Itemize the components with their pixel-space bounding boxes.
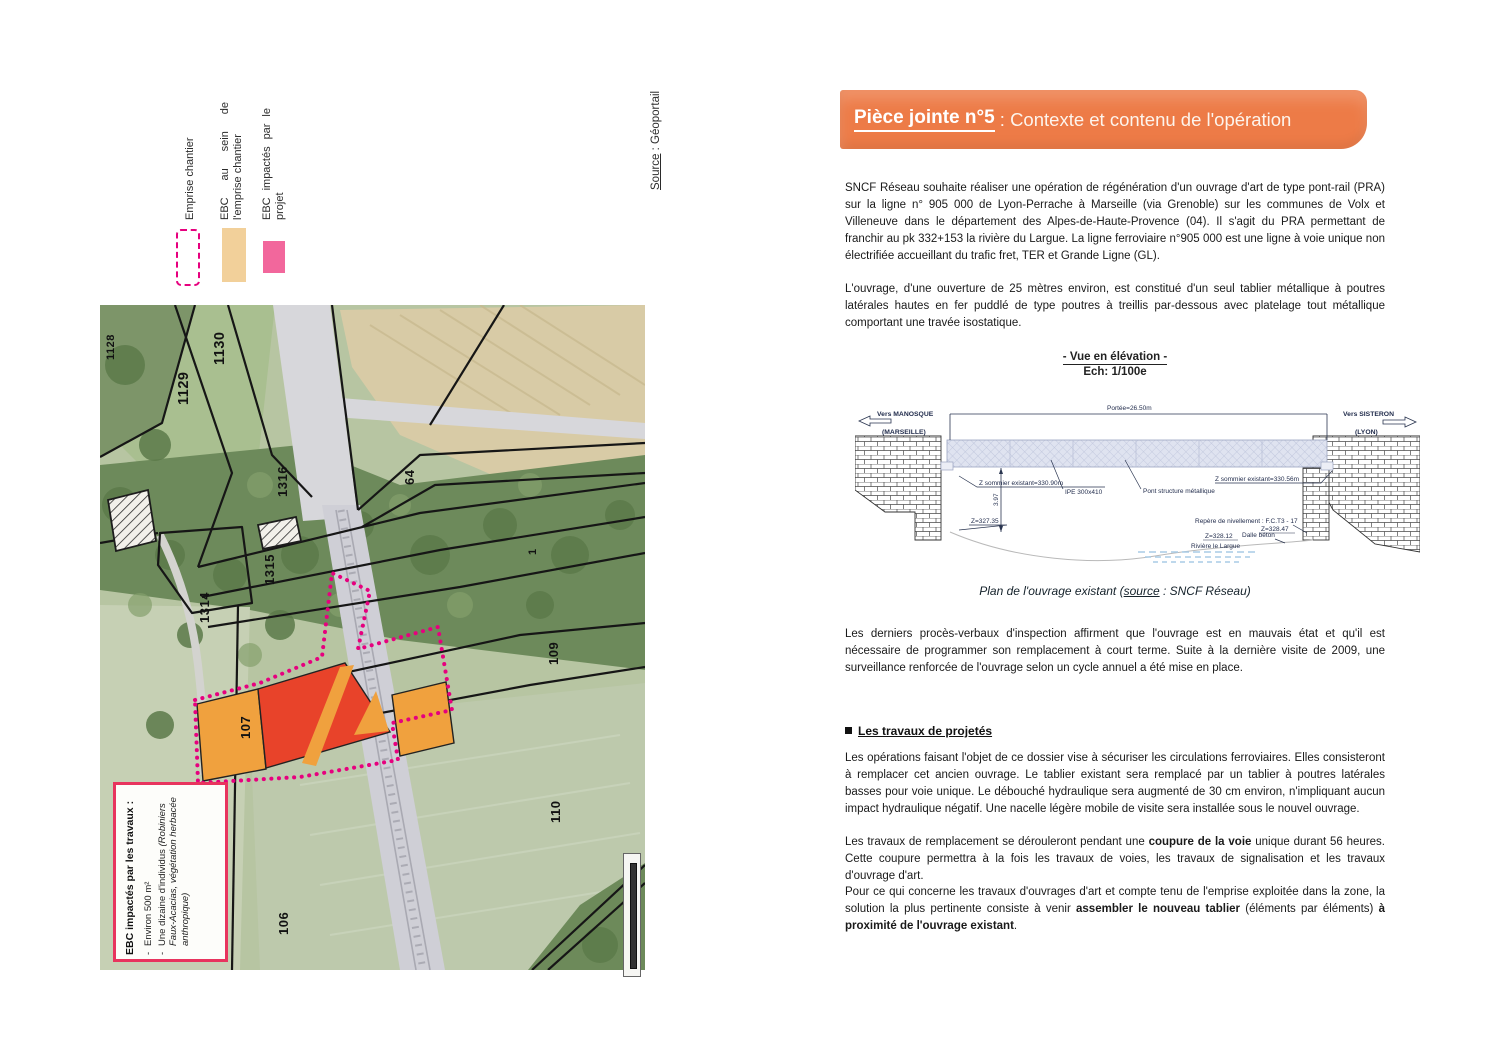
dir-sisteron: Vers SISTERON — [1343, 411, 1394, 418]
parcel-64: 64 — [402, 469, 417, 485]
z-32847-label: Z=328.47 — [1261, 526, 1289, 533]
dim-height-label: 3.97 — [993, 493, 1000, 506]
legend-label-ebc-impactes: EBC impactés par le projet — [261, 108, 286, 220]
paragraph-ouvrage: L'ouvrage, d'une ouverture de 25 mètres environ, est constitué d'un seul tablier métallique à poutres latérales hautes en fer puddlé de type poutres à treillis par-dessous avec platelage tout métallique comportant une travée isostatique. — [845, 283, 1385, 329]
river-hatch — [1138, 552, 1255, 562]
map-figure — [0, 0, 740, 1060]
section-heading-travaux: Les travaux de projetés — [845, 724, 992, 738]
source-word: Source — [650, 153, 662, 190]
legend-swatch-ebc-emprise — [222, 228, 246, 282]
parcel-1315: 1315 — [262, 554, 277, 585]
legend-label-ebc-emprise: EBC au sein de l'emprise chantier — [219, 102, 244, 220]
paragraph-intro: SNCF Réseau souhaite réaliser une opération de régénération d'un ouvrage d'art de type pont-rail (PRA) sur la ligne n° 905 000 de Lyon-Perrache à Marseille (via Grenoble) sur les communes de Volx et Villeneuve dans le département des Alpes-de-Haute-Provence (04). Il s'agit du PRA permettant de franchir au pk 332+153 la rivière du Largue. La ligne ferroviaire n°905 000 est une ligne à voie unique non électrifiée accueillant du trafic fret, TER et Grande Ligne (GL). — [845, 182, 1385, 262]
ebc-infobox — [113, 782, 228, 962]
bullet-dash: - — [156, 951, 168, 955]
legend-swatch-ebc-impactes — [263, 241, 285, 273]
banner-title-rest: : Contexte et contenu de l'opération — [994, 108, 1292, 130]
parcel-106: 106 — [276, 911, 291, 935]
elevation-view-title: - Vue en élévation - — [1062, 351, 1168, 363]
aerial-map — [100, 305, 645, 970]
banner-title-main: Pièce jointe n°5 — [854, 107, 995, 132]
attachment-title-banner — [840, 90, 1367, 149]
drawing-caption: Plan de l'ouvrage existant (source : SNCF Réseau) — [979, 584, 1251, 598]
ipe-label: IPE 300x410 — [1065, 489, 1103, 496]
z-sommier-right-label: Z sommier existant=330.56m — [1215, 476, 1299, 483]
parcel-1: 1 — [527, 548, 539, 555]
pont-structure-label: Pont structure métallique — [1143, 488, 1215, 495]
dir-lyon: (LYON) — [1355, 429, 1378, 436]
parcel-1130: 1130 — [212, 331, 228, 365]
map-scale-bar — [623, 853, 641, 977]
left-abutment-bricks — [855, 436, 941, 540]
paragraph-coupure: Les travaux de remplacement se dérouleront pendant une coupure de la voie unique durant 56 heures. Cette coupure permettra à la fois les travaux de voies, les travaux de signalisation et les travaux d'ouvrage d'art. — [845, 836, 1385, 882]
repere-label: Repère de nivellement : F.C.T3 - 17 — [1195, 518, 1298, 525]
parcel-1129: 1129 — [176, 371, 192, 405]
elevation-view-scale: Ech: 1/100e — [1083, 366, 1147, 378]
bridge-deck — [947, 440, 1327, 467]
map-scale-bar-rule — [630, 863, 637, 969]
ebc-infobox-title: EBC impactés par les travaux : — [124, 800, 136, 955]
dir-manosque: Vers MANOSQUE — [877, 411, 934, 418]
parcel-1316: 1316 — [275, 466, 290, 497]
parcel-107: 107 — [238, 715, 253, 739]
parcel-109: 109 — [546, 641, 561, 665]
paragraph-operations: Les opérations faisant l'objet de ce dossier vise à sécuriser les circulations ferroviaires. Elles consisteront à remplacer cet ancien ouvrage. Le tablier existant sera remplacé par un tablier à poutres latérales basses pour voie unique. Le débouché hydraulique sera augmenté de 30 cm environ, n'impliquant aucun impact hydraulique négatif. Une nacelle légère mobile de visite sera installée sous le nouvel ouvrage. — [845, 752, 1385, 815]
ebc-infobox-bullet-area — [143, 791, 155, 955]
source-name: : Géoportail — [650, 90, 662, 154]
ebc-orange-left — [197, 689, 266, 781]
paragraph-inspection: Les derniers procès-verbaux d'inspection affirment que l'ouvrage est en mauvais état et qu'il est nécessaire de programmer son remplacement à court terme. Suite à la dernière visite de 2009, une surveillance renforcée de l'ouvrage selon un cycle annuel a été mise en place. — [845, 628, 1385, 674]
paragraph-assemblage: Pour ce qui concerne les travaux d'ouvrages d'art et compte tenu de l'emprise exploitée dans la zone, la solution la plus pertinente consiste à venir assembler le nouveau tablier (éléments par éléments) à proximité de l'ouvrage existant. — [845, 886, 1385, 932]
bullet-dash: - — [143, 951, 154, 955]
dim-portee-label: Portée=26.50m — [1107, 405, 1152, 412]
riviere-label: Rivière le Largue — [1191, 543, 1241, 550]
parcel-1314: 1314 — [197, 592, 212, 623]
dir-marseille: (MARSEILLE) — [882, 429, 926, 436]
bullet-text-species: Une dizaine d'individus (Robiniers Faux-Acacias, végétation herbacée anthropique) — [156, 797, 191, 946]
dalle-beton-label: Dalle béton — [1242, 532, 1275, 539]
legend-label-emprise: Emprise chantier — [184, 137, 196, 220]
square-bullet-icon — [845, 727, 852, 734]
bullet-text-area: Environ 500 m² — [143, 881, 154, 946]
parcel-1128: 1128 — [105, 334, 117, 360]
z-sommier-left-label: Z sommier existant=330.90m — [979, 480, 1063, 487]
ebc-orange-right — [392, 682, 454, 756]
legend-swatch-emprise-chantier — [176, 229, 200, 286]
elevation-drawing — [855, 392, 1420, 577]
z-32812-label: Z=328.12 — [1205, 533, 1233, 540]
map-source-label — [650, 86, 663, 190]
arrow-right-icon — [1383, 417, 1416, 427]
document-column — [740, 0, 1500, 1060]
z-327-label: Z=327.35 — [971, 518, 999, 525]
ebc-infobox-content — [124, 791, 224, 955]
parcel-110: 110 — [548, 800, 563, 823]
ebc-infobox-bullet-species — [157, 791, 192, 955]
